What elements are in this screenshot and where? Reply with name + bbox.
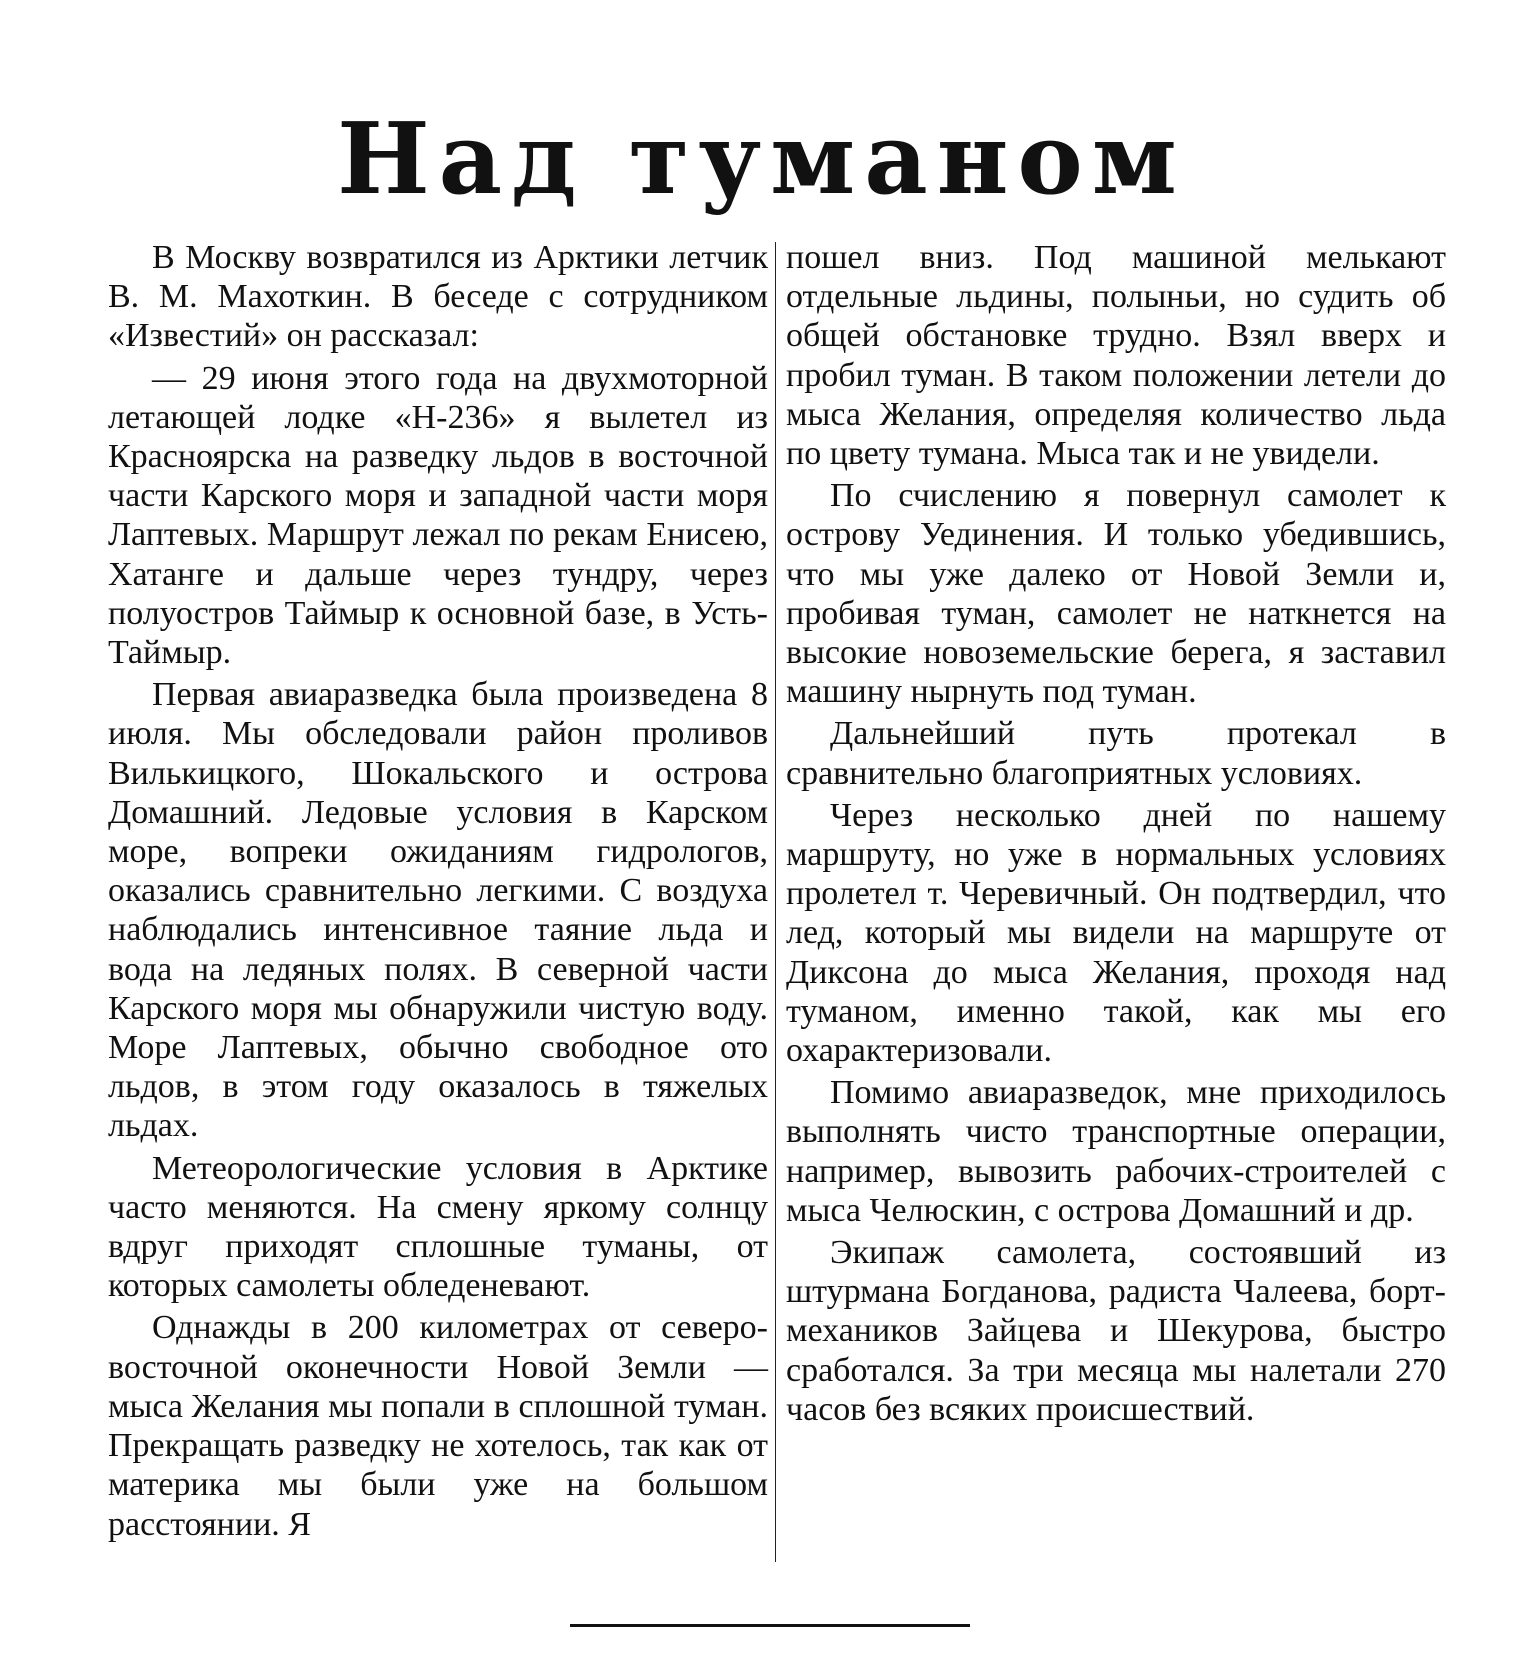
paragraph: Через несколько дней по нашему маршруту, но уже в нормальных условиях пролетел т. Черевичный. Он подтвердил, что лед, который мы видели на маршруте от Диксона до мыса Желания, проходя над туманом, именно такой, как мы его охарактеризовали. (786, 796, 1446, 1070)
paragraph: Экипаж самолета, состоявший из штурмана Богданова, радиста Чалеева, борт-механиков Зайцева и Шекурова, быстро сработался. За три месяца мы налетали 270 часов без всяких происшествий. (786, 1234, 1446, 1428)
article-column-right (786, 238, 1446, 1432)
paragraph-intro: В Москву возвратился из Арктики летчик В. М. Махоткин. В беседе с сотрудником «Известий» он рассказал: (108, 239, 768, 355)
paragraph: По счислению я повернул самолет к острову Уединения. И только убедившись, что мы уже далеко от Новой Земли и, пробивая туман, самолет не наткнется на высокие новоземельские берега, я заставил машину нырнуть под туман. (786, 477, 1446, 711)
headline: Над туманом (337, 102, 1186, 217)
paragraph: Однажды в 200 километрах от северо-восточной оконечности Новой Земли — мыса Желания мы попали в сплошной туман. Прекращать разведку не хотелось, так как от материка мы были уже на большом расстоянии. Я (108, 1309, 768, 1543)
paragraph: Метеорологические условия в Арктике часто меняются. На смену яркому солнцу вдруг приходят сплошные туманы, от которых самолеты обледеневают. (108, 1149, 768, 1305)
paragraph: Первая авиаразведка была произведена 8 июля. Мы обследовали район проливов Вилькицкого, Шокальского и острова Домашний. Ледовые условия в Карском море, вопреки ожиданиям гидрологов, оказались сравнительно легкими. С воздуха наблюдались интенсивное таяние льда и вода на ледяных полях. В северной части Карского моря мы обнаружили чистую воду. Море Лаптевых, обычно свободное ото льдов, в этом году оказалось в тяжелых льдах. (108, 676, 768, 1145)
end-rule (570, 1624, 970, 1627)
column-divider (775, 242, 776, 1562)
paragraph: Помимо авиаразведок, мне приходилось выполнять чисто транспортные операции, например, вывозить рабочих-строителей с мыса Челюскин, с острова Домашний и др. (786, 1074, 1446, 1229)
paragraph-continued: пошел вниз. Под машиной мелькают отдельные льдины, полыньи, но судить об общей обстановке трудно. Взял вверх и пробил туман. В таком положении летели до мыса Желания, определяя количество льда по цвету тумана. Мыса так и не увидели. (786, 239, 1446, 473)
article-column-left (108, 238, 768, 1547)
paragraph: — 29 июня этого года на двухмоторной летающей лодке «Н-236» я вылетел из Красноярска на разведку льдов в восточной части Карского моря и западной части моря Лаптевых. Маршрут лежал по рекам Енисею, Хатанге и дальше через тундру, через полуостров Таймыр к основной базе, в Усть-Таймыр. (108, 359, 768, 672)
paragraph: Дальнейший путь протекал в сравнительно благоприятных условиях. (786, 715, 1446, 792)
